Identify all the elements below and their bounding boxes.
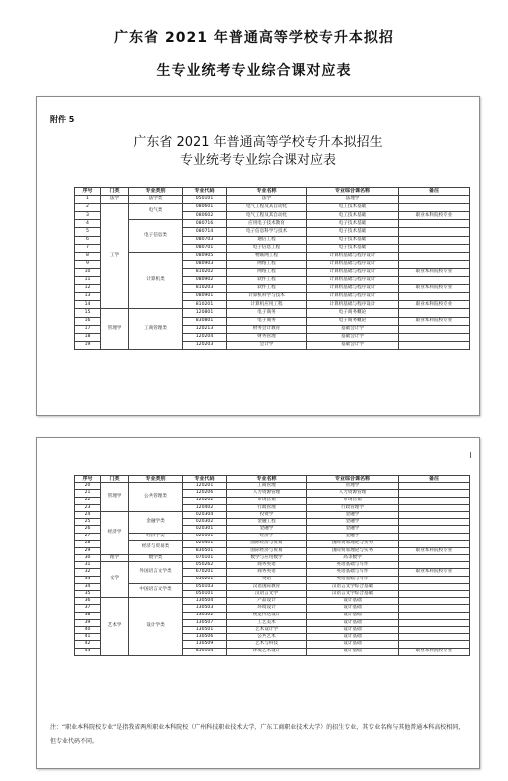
header-course-name: 专业综合课名称: [307, 476, 399, 483]
cell-note: [399, 260, 470, 268]
cell-major-name: 计算机科学与技术: [227, 293, 307, 301]
cell-category: 文学: [101, 562, 129, 598]
cell-major-name: 通信工程: [227, 236, 307, 244]
cell-no: 14: [75, 301, 101, 309]
cell-note: [399, 555, 470, 562]
cell-note: [399, 341, 470, 349]
cell-category: 管理学: [101, 483, 129, 512]
cell-no: 5: [75, 228, 101, 236]
cell-course-name: 金融学: [307, 533, 399, 540]
cell-note: [399, 526, 470, 533]
cell-no: 25: [75, 519, 101, 526]
header-no: 序号: [75, 476, 101, 483]
cell-course-name: 基础会计学: [307, 325, 399, 333]
cell-no: 10: [75, 268, 101, 276]
cell-note: [399, 228, 470, 236]
cell-course-name: 基础会计学: [307, 333, 399, 341]
attachment-label: 附件 5: [50, 115, 75, 124]
cell-no: 4: [75, 220, 101, 228]
cell-major-name: 艺术设计学: [227, 626, 307, 633]
cell-course-name: 设计基础: [307, 648, 399, 655]
cell-note: [399, 641, 470, 648]
cell-note: 职业本科院校专业: [399, 648, 470, 655]
cell-course-name: 计算机基础与程序设计: [307, 252, 399, 260]
cell-no: 6: [75, 236, 101, 244]
cell-course-name: 计算机基础与程序设计: [307, 277, 399, 285]
cell-no: 27: [75, 533, 101, 540]
cell-no: 28: [75, 540, 101, 547]
cell-note: [399, 576, 470, 583]
cell-note: 职业本科院校专业: [399, 285, 470, 293]
cell-major-code: 120402: [183, 504, 227, 511]
cell-no: 19: [75, 341, 101, 349]
cell-course-name: 英语基础与写作: [307, 569, 399, 576]
cell-major-code: 080701: [183, 244, 227, 252]
cell-major-name: 数学与应用数学: [227, 555, 307, 562]
cell-major-name: 经济学: [227, 533, 307, 540]
cell-no: 11: [75, 277, 101, 285]
cell-major-code: 050201: [183, 576, 227, 583]
cell-major-code: 050101: [183, 196, 227, 204]
cell-course-name: 设计基础: [307, 619, 399, 626]
header-course-name: 专业综合课名称: [307, 188, 399, 196]
cell-major-name: 公共艺术: [227, 634, 307, 641]
cell-no: 43: [75, 648, 101, 655]
cell-course-name: 电子商务概论: [307, 309, 399, 317]
cell-no: 32: [75, 569, 101, 576]
header-major-code: 专业代码: [183, 476, 227, 483]
cell-major-name: 国际经济与贸易: [227, 547, 307, 554]
cell-major-name: 财务管理: [227, 333, 307, 341]
cell-note: [399, 220, 470, 228]
cell-major-code: 130507: [183, 619, 227, 626]
table-row: [75, 555, 470, 562]
cell-no: 7: [75, 244, 101, 252]
cell-major-name: 国际经济与贸易: [227, 540, 307, 547]
cell-course-name: 管理学: [307, 483, 399, 490]
page1-title-line2: 专业统考专业综合课对应表: [179, 153, 336, 168]
cell-note: [399, 483, 470, 490]
cell-major-name: 环境设计: [227, 605, 307, 612]
table-header-row: [75, 476, 470, 483]
cell-no: 34: [75, 583, 101, 590]
cell-major-code: 080602: [183, 212, 227, 220]
cell-category: 经济学: [101, 511, 129, 554]
cell-major-name: 金融学: [227, 526, 307, 533]
cell-note: [399, 490, 470, 497]
cell-course-name: 电子技术基础: [307, 228, 399, 236]
cell-course-name: 高等数学: [307, 555, 399, 562]
cell-major-name: 艺术与科技: [227, 641, 307, 648]
cell-major-name: 物联网工程: [227, 252, 307, 260]
cell-major-code: 130502: [183, 612, 227, 619]
cell-note: [399, 333, 470, 341]
cell-course-name: 汉语言文学综合基础: [307, 583, 399, 590]
cell-major-name: 电子商务: [227, 309, 307, 317]
cell-no: 1: [75, 196, 101, 204]
cell-major-code: 120213: [183, 325, 227, 333]
table-row: [75, 483, 470, 490]
document-page-1: [36, 96, 480, 416]
cell-major-code: 080716: [183, 220, 227, 228]
cell-note: [399, 309, 470, 317]
cell-no: 8: [75, 252, 101, 260]
cell-note: [399, 196, 470, 204]
cell-course-name: 行政管理学: [307, 504, 399, 511]
cell-major-type: 经济学类: [129, 533, 183, 540]
cell-no: 35: [75, 591, 101, 598]
cell-major-name: 产品设计: [227, 598, 307, 605]
cell-note: [399, 293, 470, 301]
table-row: [75, 598, 470, 605]
cell-note: [399, 598, 470, 605]
course-table-2: [74, 475, 470, 656]
cell-major-name: 电气工程及其自动化: [227, 212, 307, 220]
cell-no: 37: [75, 605, 101, 612]
cell-major-name: 财务会计教育: [227, 325, 307, 333]
cell-note: [399, 540, 470, 547]
cell-course-name: 设计基础: [307, 634, 399, 641]
cell-note: [399, 619, 470, 626]
cell-major-name: 网络工程: [227, 268, 307, 276]
cell-major-type: 设计学类: [129, 598, 183, 656]
cell-major-code: 850104: [183, 648, 227, 655]
cell-course-name: 市场营销: [307, 497, 399, 504]
table-row: [75, 511, 470, 518]
cell-major-name: 网络工程: [227, 260, 307, 268]
table-row: [75, 533, 470, 540]
cell-note: [399, 634, 470, 641]
cell-no: 22: [75, 497, 101, 504]
cell-major-code: 080903: [183, 260, 227, 268]
cell-no: 18: [75, 333, 101, 341]
table-row: [75, 204, 470, 212]
cell-course-name: 基础会计学: [307, 341, 399, 349]
cell-note: [399, 562, 470, 569]
cell-major-code: 020302: [183, 519, 227, 526]
cell-course-name: 设计基础: [307, 626, 399, 633]
cell-major-code: 080905: [183, 252, 227, 260]
cell-course-name: 计算机基础与程序设计: [307, 260, 399, 268]
cell-major-type: 数学类: [129, 555, 183, 562]
cell-course-name: 金融学: [307, 526, 399, 533]
cell-course-name: 金融学: [307, 511, 399, 518]
cell-no: 24: [75, 511, 101, 518]
cell-note: [399, 204, 470, 212]
header-category: 门类: [101, 476, 129, 483]
cell-note: [399, 591, 470, 598]
cell-course-name: 英语基础与写作: [307, 576, 399, 583]
cell-no: 26: [75, 526, 101, 533]
cell-major-name: 汉语国际教育: [227, 583, 307, 590]
outer-title-line2: 生专业统考专业综合课对应表: [156, 63, 352, 79]
cell-course-name: 设计基础: [307, 605, 399, 612]
cell-major-name: 环境艺术设计: [227, 648, 307, 655]
cell-no: 17: [75, 325, 101, 333]
cell-major-name: 工商管理: [227, 483, 307, 490]
cell-major-name: 电子信息工程: [227, 244, 307, 252]
cell-major-code: 670201: [183, 569, 227, 576]
cell-major-type: 法学类: [129, 196, 183, 204]
cell-note: [399, 612, 470, 619]
cell-note: [399, 583, 470, 590]
cell-major-name: 电子信息科学与技术: [227, 228, 307, 236]
cell-note: 职业本科院校专业: [399, 212, 470, 220]
cell-course-name: 设计基础: [307, 598, 399, 605]
cell-major-code: 830501: [183, 547, 227, 554]
page-edge-mark: [470, 452, 471, 458]
cell-major-type: 计算机类: [129, 252, 183, 309]
cell-note: [399, 277, 470, 285]
cell-major-name: 市场营销: [227, 497, 307, 504]
cell-major-code: 830801: [183, 317, 227, 325]
cell-major-code: 020101: [183, 533, 227, 540]
cell-no: 23: [75, 504, 101, 511]
cell-major-code: 130501: [183, 626, 227, 633]
cell-major-name: 应用电子技术教育: [227, 220, 307, 228]
cell-major-code: 120204: [183, 333, 227, 341]
cell-no: 40: [75, 626, 101, 633]
cell-course-name: 电子商务概论: [307, 317, 399, 325]
cell-no: 42: [75, 641, 101, 648]
cell-category: 工学: [101, 204, 129, 309]
cell-note: [399, 497, 470, 504]
cell-note: [399, 252, 470, 260]
header-category: 门类: [101, 188, 129, 196]
cell-course-name: 计算机基础与程序设计: [307, 285, 399, 293]
cell-course-name: 设计基础: [307, 612, 399, 619]
table-row: [75, 562, 470, 569]
cell-note: [399, 533, 470, 540]
cell-no: 3: [75, 212, 101, 220]
cell-major-name: 电子商务: [227, 317, 307, 325]
cell-major-code: 120206: [183, 490, 227, 497]
cell-no: 36: [75, 598, 101, 605]
cell-note: [399, 504, 470, 511]
cell-course-name: 计算机基础与程序设计: [307, 268, 399, 276]
cell-major-code: 130509: [183, 641, 227, 648]
cell-major-code: 120201: [183, 483, 227, 490]
cell-no: 30: [75, 555, 101, 562]
cell-major-code: 120202: [183, 497, 227, 504]
cell-major-code: 080714: [183, 228, 227, 236]
cell-no: 38: [75, 612, 101, 619]
header-major-code: 专业代码: [183, 188, 227, 196]
header-major-type: 专业类别: [129, 188, 183, 196]
cell-major-code: 080703: [183, 236, 227, 244]
header-no: 序号: [75, 188, 101, 196]
cell-major-code: 810201: [183, 301, 227, 309]
cell-major-name: 汉语言文学: [227, 591, 307, 598]
cell-major-type: 公共管理类: [129, 483, 183, 512]
cell-no: 15: [75, 309, 101, 317]
cell-major-code: 810203: [183, 285, 227, 293]
page1-title-line1: 广东省 2021 年普通高等学校专升本拟招生: [133, 135, 383, 150]
cell-major-name: 软件工程: [227, 285, 307, 293]
cell-note: [399, 511, 470, 518]
cell-course-name: 电工技术基础: [307, 212, 399, 220]
cell-note: 职业本科院校专业: [399, 569, 470, 576]
header-note: 备注: [399, 188, 470, 196]
table-row: [75, 540, 470, 547]
cell-major-code: 080902: [183, 277, 227, 285]
cell-course-name: 国际贸易理论与实务: [307, 540, 399, 547]
table-row: [75, 252, 470, 260]
cell-major-name: 软件工程: [227, 277, 307, 285]
cell-major-type: 中国语言文学类: [129, 583, 183, 597]
cell-major-name: 视觉传达设计: [227, 612, 307, 619]
cell-course-name: 电子技术基础: [307, 220, 399, 228]
cell-major-name: 行政管理: [227, 504, 307, 511]
header-major-name: 专业名称: [227, 476, 307, 483]
cell-course-name: 计算机基础与程序设计: [307, 301, 399, 309]
header-major-name: 专业名称: [227, 188, 307, 196]
cell-major-code: 050262: [183, 562, 227, 569]
cell-major-name: 法学: [227, 196, 307, 204]
cell-note: [399, 519, 470, 526]
cell-note: [399, 325, 470, 333]
cell-major-name: 金融工程: [227, 519, 307, 526]
cell-course-name: 汉语言文学综合基础: [307, 591, 399, 598]
cell-course-name: 英语基础与写作: [307, 562, 399, 569]
cell-major-code: 130504: [183, 598, 227, 605]
cell-major-code: 120801: [183, 309, 227, 317]
cell-note: 职业本科院校专业: [399, 547, 470, 554]
header-major-type: 专业类别: [129, 476, 183, 483]
cell-no: 12: [75, 285, 101, 293]
cell-major-name: 人力资源管理: [227, 490, 307, 497]
cell-note: [399, 244, 470, 252]
cell-course-name: 设计基础: [307, 641, 399, 648]
cell-course-name: 人力资源管理: [307, 490, 399, 497]
cell-category: 管理学: [101, 309, 129, 349]
cell-major-name: 工艺美术: [227, 619, 307, 626]
cell-major-code: 080601: [183, 204, 227, 212]
cell-major-code: 050103: [183, 583, 227, 590]
cell-major-name: 英语: [227, 576, 307, 583]
cell-note: [399, 626, 470, 633]
cell-major-name: 计算机应用工程: [227, 301, 307, 309]
cell-major-type: 电子信息类: [129, 220, 183, 252]
cell-course-name: 金融学: [307, 519, 399, 526]
cell-note: 职业本科院校专业: [399, 317, 470, 325]
cell-major-type: 经济与贸易类: [129, 540, 183, 554]
cell-no: 13: [75, 293, 101, 301]
cell-major-code: 130503: [183, 605, 227, 612]
cell-note: [399, 605, 470, 612]
cell-course-name: 电子技术基础: [307, 244, 399, 252]
header-note: 备注: [399, 476, 470, 483]
cell-major-code: 050101: [183, 591, 227, 598]
table-row: [75, 583, 470, 590]
table-row: [75, 196, 470, 204]
cell-no: 9: [75, 260, 101, 268]
cell-note: [399, 236, 470, 244]
table-row: [75, 309, 470, 317]
cell-major-type: 工商管理类: [129, 309, 183, 349]
cell-course-name: 电工技术基础: [307, 204, 399, 212]
cell-no: 31: [75, 562, 101, 569]
cell-course-name: 电子技术基础: [307, 236, 399, 244]
cell-major-code: 020301: [183, 526, 227, 533]
cell-major-type: 金融学类: [129, 511, 183, 533]
footnote: 注：“职业本科院校专业”是指我省两所职业本科院校（广州科技职业技术大学、广东工商职业技术大学）的招生专业，其专业名称与其他普通本科高校相同，但专业代码不同。: [50, 724, 465, 745]
cell-course-name: 法理学: [307, 196, 399, 204]
cell-major-name: 会计学: [227, 341, 307, 349]
cell-major-code: 080901: [183, 293, 227, 301]
course-table-1: [74, 187, 470, 350]
cell-note: 职业本科院校专业: [399, 301, 470, 309]
cell-course-name: 国际贸易理论与实务: [307, 547, 399, 554]
cell-major-code: 130506: [183, 634, 227, 641]
cell-no: 29: [75, 547, 101, 554]
cell-major-code: 120203: [183, 341, 227, 349]
cell-course-name: 计算机基础与程序设计: [307, 293, 399, 301]
cell-no: 2: [75, 204, 101, 212]
table-header-row: [75, 188, 470, 196]
cell-major-code: 020401: [183, 540, 227, 547]
cell-major-code: 810202: [183, 268, 227, 276]
outer-title-line1: 广东省 2021 年普通高等学校专升本拟招: [114, 30, 394, 46]
cell-major-name: 投资学: [227, 511, 307, 518]
cell-no: 21: [75, 490, 101, 497]
document-page-2: [36, 437, 480, 769]
cell-major-name: 商务英语: [227, 569, 307, 576]
cell-major-code: 020304: [183, 511, 227, 518]
cell-no: 16: [75, 317, 101, 325]
cell-major-name: 商务英语: [227, 562, 307, 569]
cell-major-type: 外国语言文学类: [129, 562, 183, 584]
cell-major-code: 070101: [183, 555, 227, 562]
cell-category: 艺术学: [101, 598, 129, 656]
cell-category: 法学: [101, 196, 129, 204]
cell-major-type: 电气类: [129, 204, 183, 220]
cell-no: 39: [75, 619, 101, 626]
cell-note: 职业本科院校专业: [399, 268, 470, 276]
cell-no: 33: [75, 576, 101, 583]
cell-no: 20: [75, 483, 101, 490]
cell-major-name: 电气工程及其自动化: [227, 204, 307, 212]
table-row: [75, 220, 470, 228]
cell-category: 理学: [101, 555, 129, 562]
cell-no: 41: [75, 634, 101, 641]
